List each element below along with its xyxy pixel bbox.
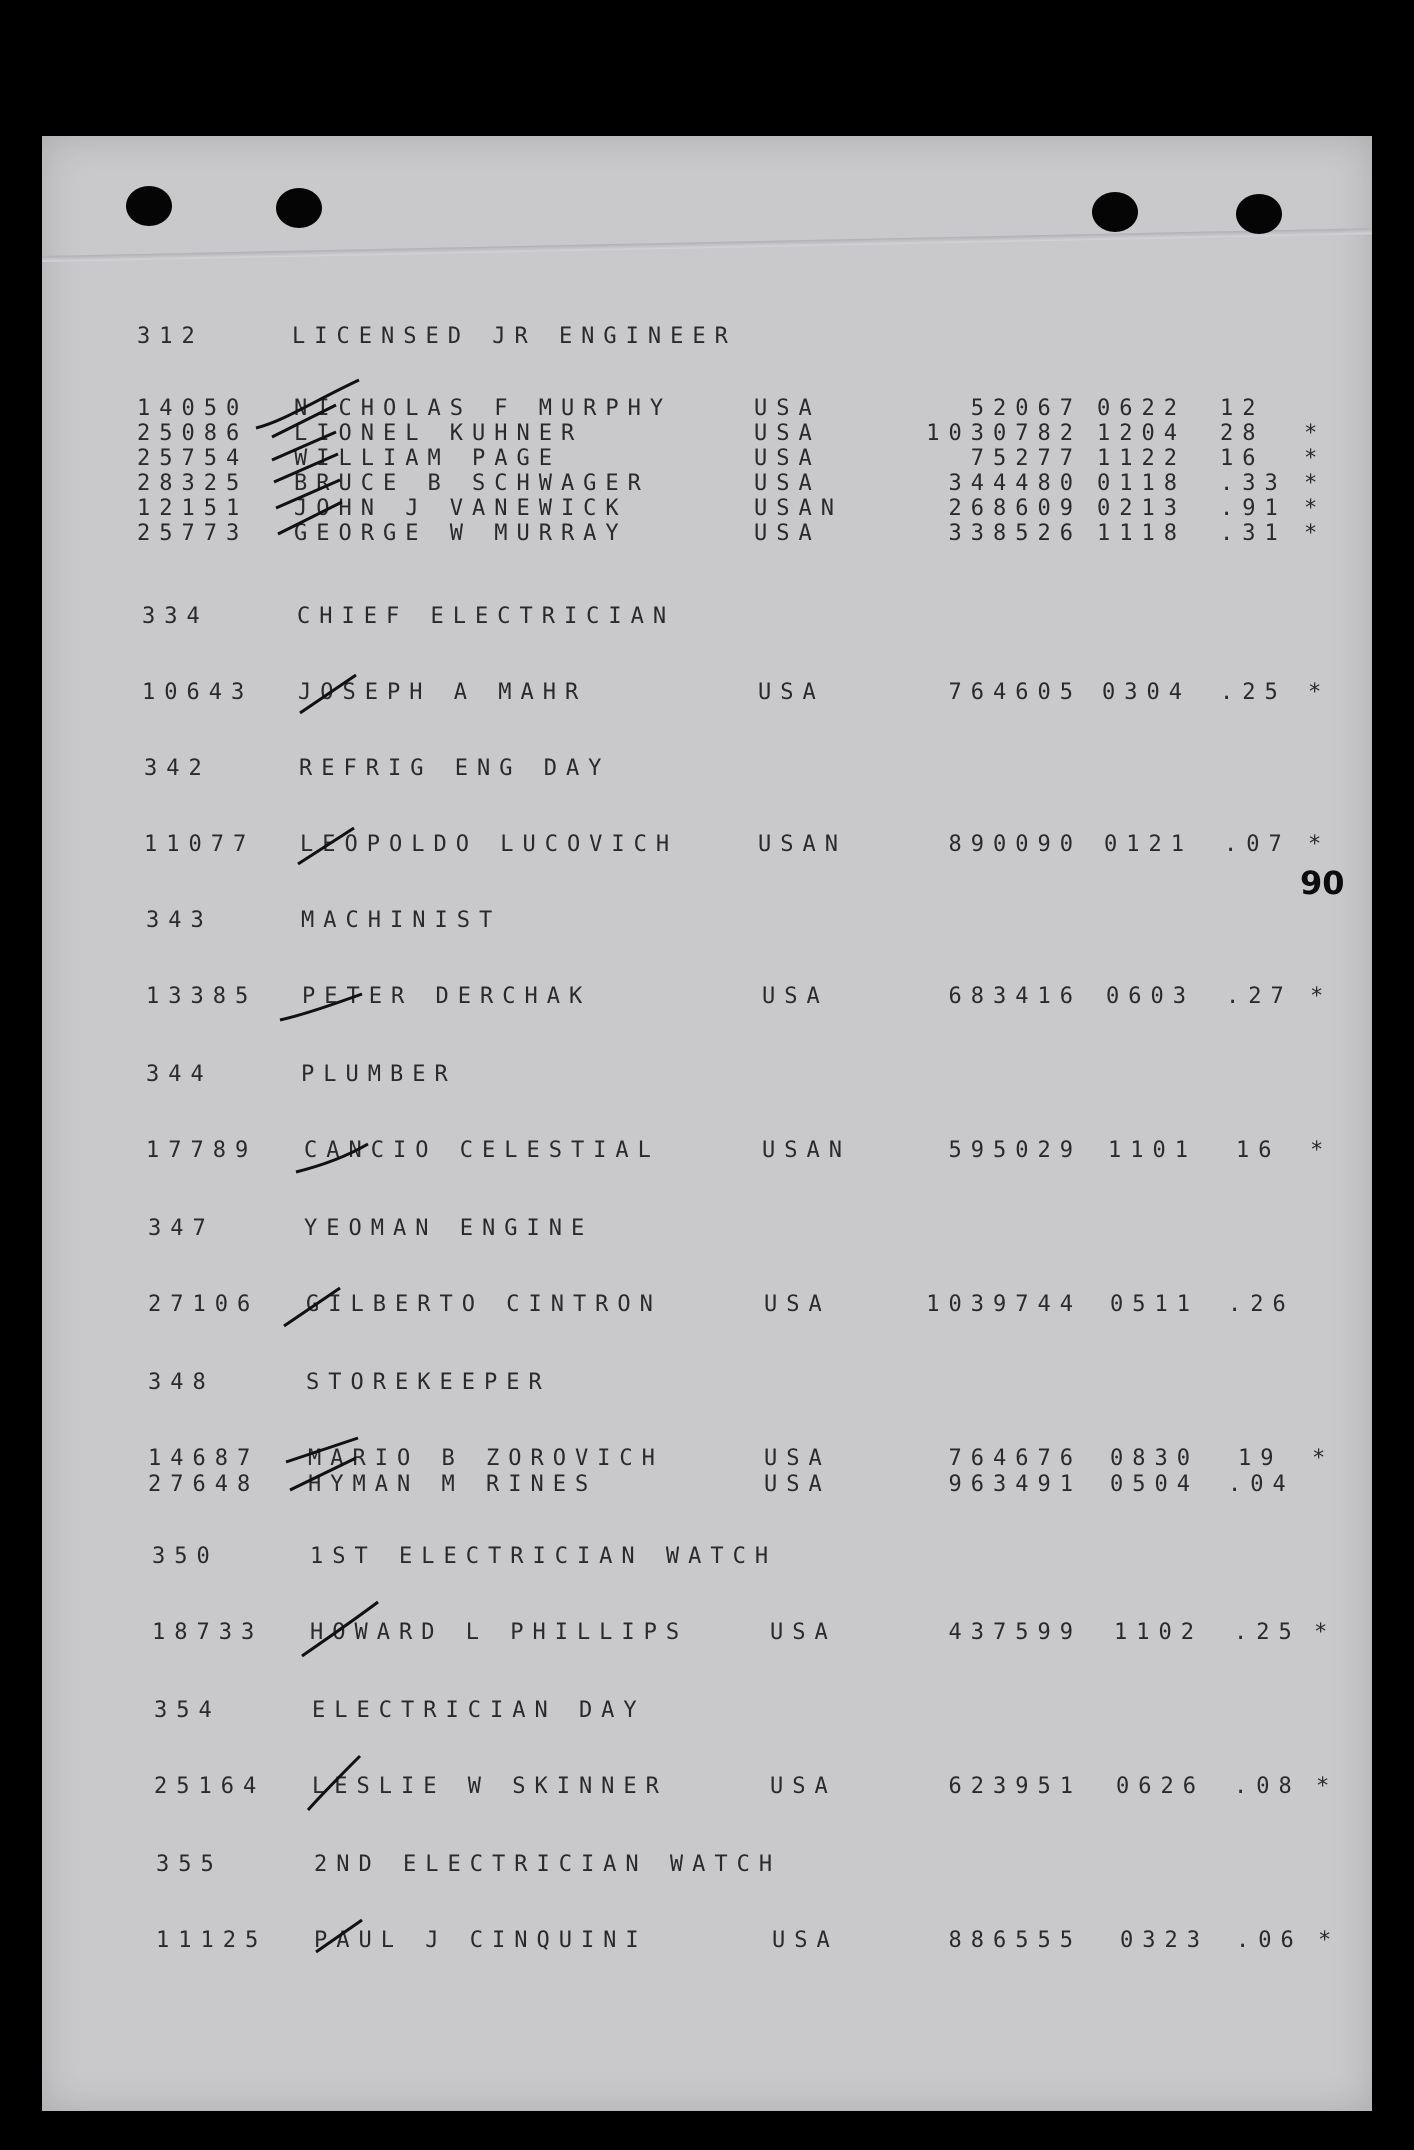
table-row [42,1620,1372,1646]
job-code: 354 [154,1698,221,1723]
job-code: 342 [144,756,211,781]
job-title: 2ND ELECTRICIAN WATCH [314,1852,782,1877]
job-code: 348 [148,1370,215,1395]
job-title: CHIEF ELECTRICIAN [297,604,676,629]
job-code: 350 [152,1544,219,1569]
asterisk-mark: * [1312,1446,1335,1471]
citizenship: USAN [754,496,843,521]
employee-name: PAUL J CINQUINI [314,1928,648,1953]
punch-hole [126,186,172,226]
record-number: 338526 [948,521,1082,546]
employee-id: 11125 [156,1928,268,1953]
employee-id: 25773 [137,521,249,546]
record-number: 437599 [948,1620,1082,1645]
employee-name: HOWARD L PHILLIPS [310,1620,689,1645]
citizenship: USA [762,984,829,1009]
employee-name: JOSEPH A MAHR [298,680,588,705]
asterisk-mark: * [1308,832,1331,857]
asterisk-mark: * [1304,446,1327,471]
asterisk-mark: * [1308,680,1331,705]
employee-id: 28325 [137,471,249,496]
section-heading [42,1216,1372,1242]
section-312-rows [42,396,1372,546]
employee-id: 14050 [137,396,249,421]
table-row [42,496,1372,521]
table-row [42,446,1372,471]
employee-name: PETER DERCHAK [302,984,592,1009]
job-code: 334 [142,604,209,629]
job-title: 1ST ELECTRICIAN WATCH [310,1544,778,1569]
section-354 [42,1698,1372,1800]
citizenship: USA [754,421,821,446]
date-code: 0622 [1097,396,1186,421]
date-code: 1101 [1108,1138,1197,1163]
date-code: 0511 [1110,1292,1199,1317]
employee-name: GEORGE W MURRAY [294,521,628,546]
document-page [42,136,1372,2111]
date-code: 0626 [1116,1774,1205,1799]
section-heading [42,1370,1372,1396]
job-code: 344 [146,1062,213,1087]
table-row [42,1774,1372,1800]
record-number: 886555 [948,1928,1082,1953]
asterisk-mark: * [1304,471,1327,496]
date-code: 1204 [1097,421,1186,446]
citizenship: USA [764,1292,831,1317]
asterisk-mark: * [1304,496,1327,521]
date-code: 0830 [1110,1446,1199,1471]
employee-id: 27106 [148,1292,260,1317]
employee-name: LIONEL KUHNER [294,421,584,446]
record-number: 623951 [948,1774,1082,1799]
job-title: PLUMBER [301,1062,457,1087]
rate-value: 16 [1236,1138,1281,1163]
date-code: 0213 [1097,496,1186,521]
asterisk-mark: * [1318,1928,1341,1953]
employee-id: 18733 [152,1620,264,1645]
section-heading [42,908,1372,934]
record-number: 1039744 [926,1292,1082,1317]
section-342 [42,756,1372,858]
job-title: REFRIG ENG DAY [299,756,611,781]
job-title: LICENSED JR ENGINEER [292,324,737,349]
record-number: 890090 [948,832,1082,857]
section-343 [42,908,1372,1010]
employee-name: JOHN J VANEWICK [294,496,628,521]
rate-value: 28 [1220,421,1265,446]
punch-hole [1236,194,1282,234]
table-row [42,984,1372,1010]
citizenship: USA [770,1620,837,1645]
table-row [42,421,1372,446]
table-row [42,1928,1372,1954]
asterisk-mark: * [1310,1138,1333,1163]
rate-value: .33 [1220,471,1287,496]
asterisk-mark: * [1314,1620,1337,1645]
record-number: 963491 [948,1472,1082,1497]
record-number: 764676 [948,1446,1082,1471]
date-code: 1118 [1097,521,1186,546]
section-348 [42,1370,1372,1498]
record-number: 268609 [948,496,1082,521]
table-row [42,1138,1372,1164]
job-code: 343 [146,908,213,933]
employee-id: 27648 [148,1472,260,1497]
table-row [42,1472,1372,1498]
employee-id: 10643 [142,680,254,705]
asterisk-mark: * [1316,1774,1339,1799]
rate-value: .07 [1224,832,1291,857]
section-heading [42,604,1372,630]
record-number: 683416 [948,984,1082,1009]
citizenship: USA [754,396,821,421]
job-title: YEOMAN ENGINE [304,1216,594,1241]
page-number: 90 [1300,864,1345,902]
rate-value: .27 [1226,984,1293,1009]
section-350 [42,1544,1372,1646]
record-number: 344480 [948,471,1082,496]
asterisk-mark: * [1304,421,1327,446]
section-355 [42,1852,1372,1954]
citizenship: USA [772,1928,839,1953]
punch-hole [1092,192,1138,232]
job-code: 347 [148,1216,215,1241]
employee-name: WILLIAM PAGE [294,446,561,471]
asterisk-mark: * [1304,521,1327,546]
record-number: 764605 [948,680,1082,705]
rate-value: 16 [1220,446,1265,471]
citizenship: USA [754,446,821,471]
section-heading [42,1544,1372,1570]
employee-id: 12151 [137,496,249,521]
rate-value: 19 [1238,1446,1283,1471]
employee-name: LEOPOLDO LUCOVICH [300,832,679,857]
section-312 [42,324,1372,350]
employee-id: 25754 [137,446,249,471]
citizenship: USA [764,1446,831,1471]
citizenship: USAN [762,1138,851,1163]
citizenship: USA [758,680,825,705]
job-title: STOREKEEPER [306,1370,551,1395]
employee-name: NICHOLAS F MURPHY [294,396,673,421]
fold-line [42,228,1372,262]
record-number: 595029 [948,1138,1082,1163]
section-heading [42,1062,1372,1088]
table-row [42,1446,1372,1472]
job-code: 312 [137,324,204,349]
employee-name: BRUCE B SCHWAGER [294,471,650,496]
rate-value: .26 [1228,1292,1295,1317]
date-code: 0118 [1097,471,1186,496]
employee-name: MARIO B ZOROVICH [308,1446,664,1471]
employee-name: LESLIE W SKINNER [312,1774,668,1799]
record-number: 75277 [970,446,1082,471]
employee-id: 11077 [144,832,256,857]
section-347 [42,1216,1372,1318]
date-code: 0121 [1104,832,1193,857]
employee-id: 25164 [154,1774,266,1799]
rate-value: 12 [1220,396,1265,421]
date-code: 1102 [1114,1620,1203,1645]
employee-name: CANCIO CELESTIAL [304,1138,660,1163]
employee-id: 25086 [137,421,249,446]
table-row [42,1292,1372,1318]
job-title: MACHINIST [301,908,502,933]
table-row [42,471,1372,496]
date-code: 0603 [1106,984,1195,1009]
citizenship: USAN [758,832,847,857]
asterisk-mark: * [1310,984,1333,1009]
citizenship: USA [754,521,821,546]
rate-value: .91 [1220,496,1287,521]
date-code: 0323 [1120,1928,1209,1953]
punch-hole [276,188,322,228]
table-row [42,521,1372,546]
rate-value: .31 [1220,521,1287,546]
citizenship: USA [764,1472,831,1497]
employee-name: HYMAN M RINES [308,1472,598,1497]
date-code: 0504 [1110,1472,1199,1497]
section-334 [42,604,1372,706]
employee-id: 13385 [146,984,258,1009]
record-number: 52067 [970,396,1082,421]
date-code: 1122 [1097,446,1186,471]
section-heading [42,1698,1372,1724]
employee-name: GILBERTO CINTRON [306,1292,662,1317]
section-heading [42,324,1372,350]
employee-id: 14687 [148,1446,260,1471]
section-heading [42,756,1372,782]
rate-value: .25 [1220,680,1287,705]
section-344 [42,1062,1372,1164]
citizenship: USA [770,1774,837,1799]
job-code: 355 [156,1852,223,1877]
section-heading [42,1852,1372,1878]
citizenship: USA [754,471,821,496]
table-row [42,396,1372,421]
employee-id: 17789 [146,1138,258,1163]
rate-value: .06 [1236,1928,1303,1953]
date-code: 0304 [1102,680,1191,705]
record-number: 1030782 [926,421,1082,446]
table-row [42,832,1372,858]
table-row [42,680,1372,706]
rate-value: .08 [1234,1774,1301,1799]
rate-value: .25 [1234,1620,1301,1645]
rate-value: .04 [1228,1472,1295,1497]
job-title: ELECTRICIAN DAY [312,1698,646,1723]
